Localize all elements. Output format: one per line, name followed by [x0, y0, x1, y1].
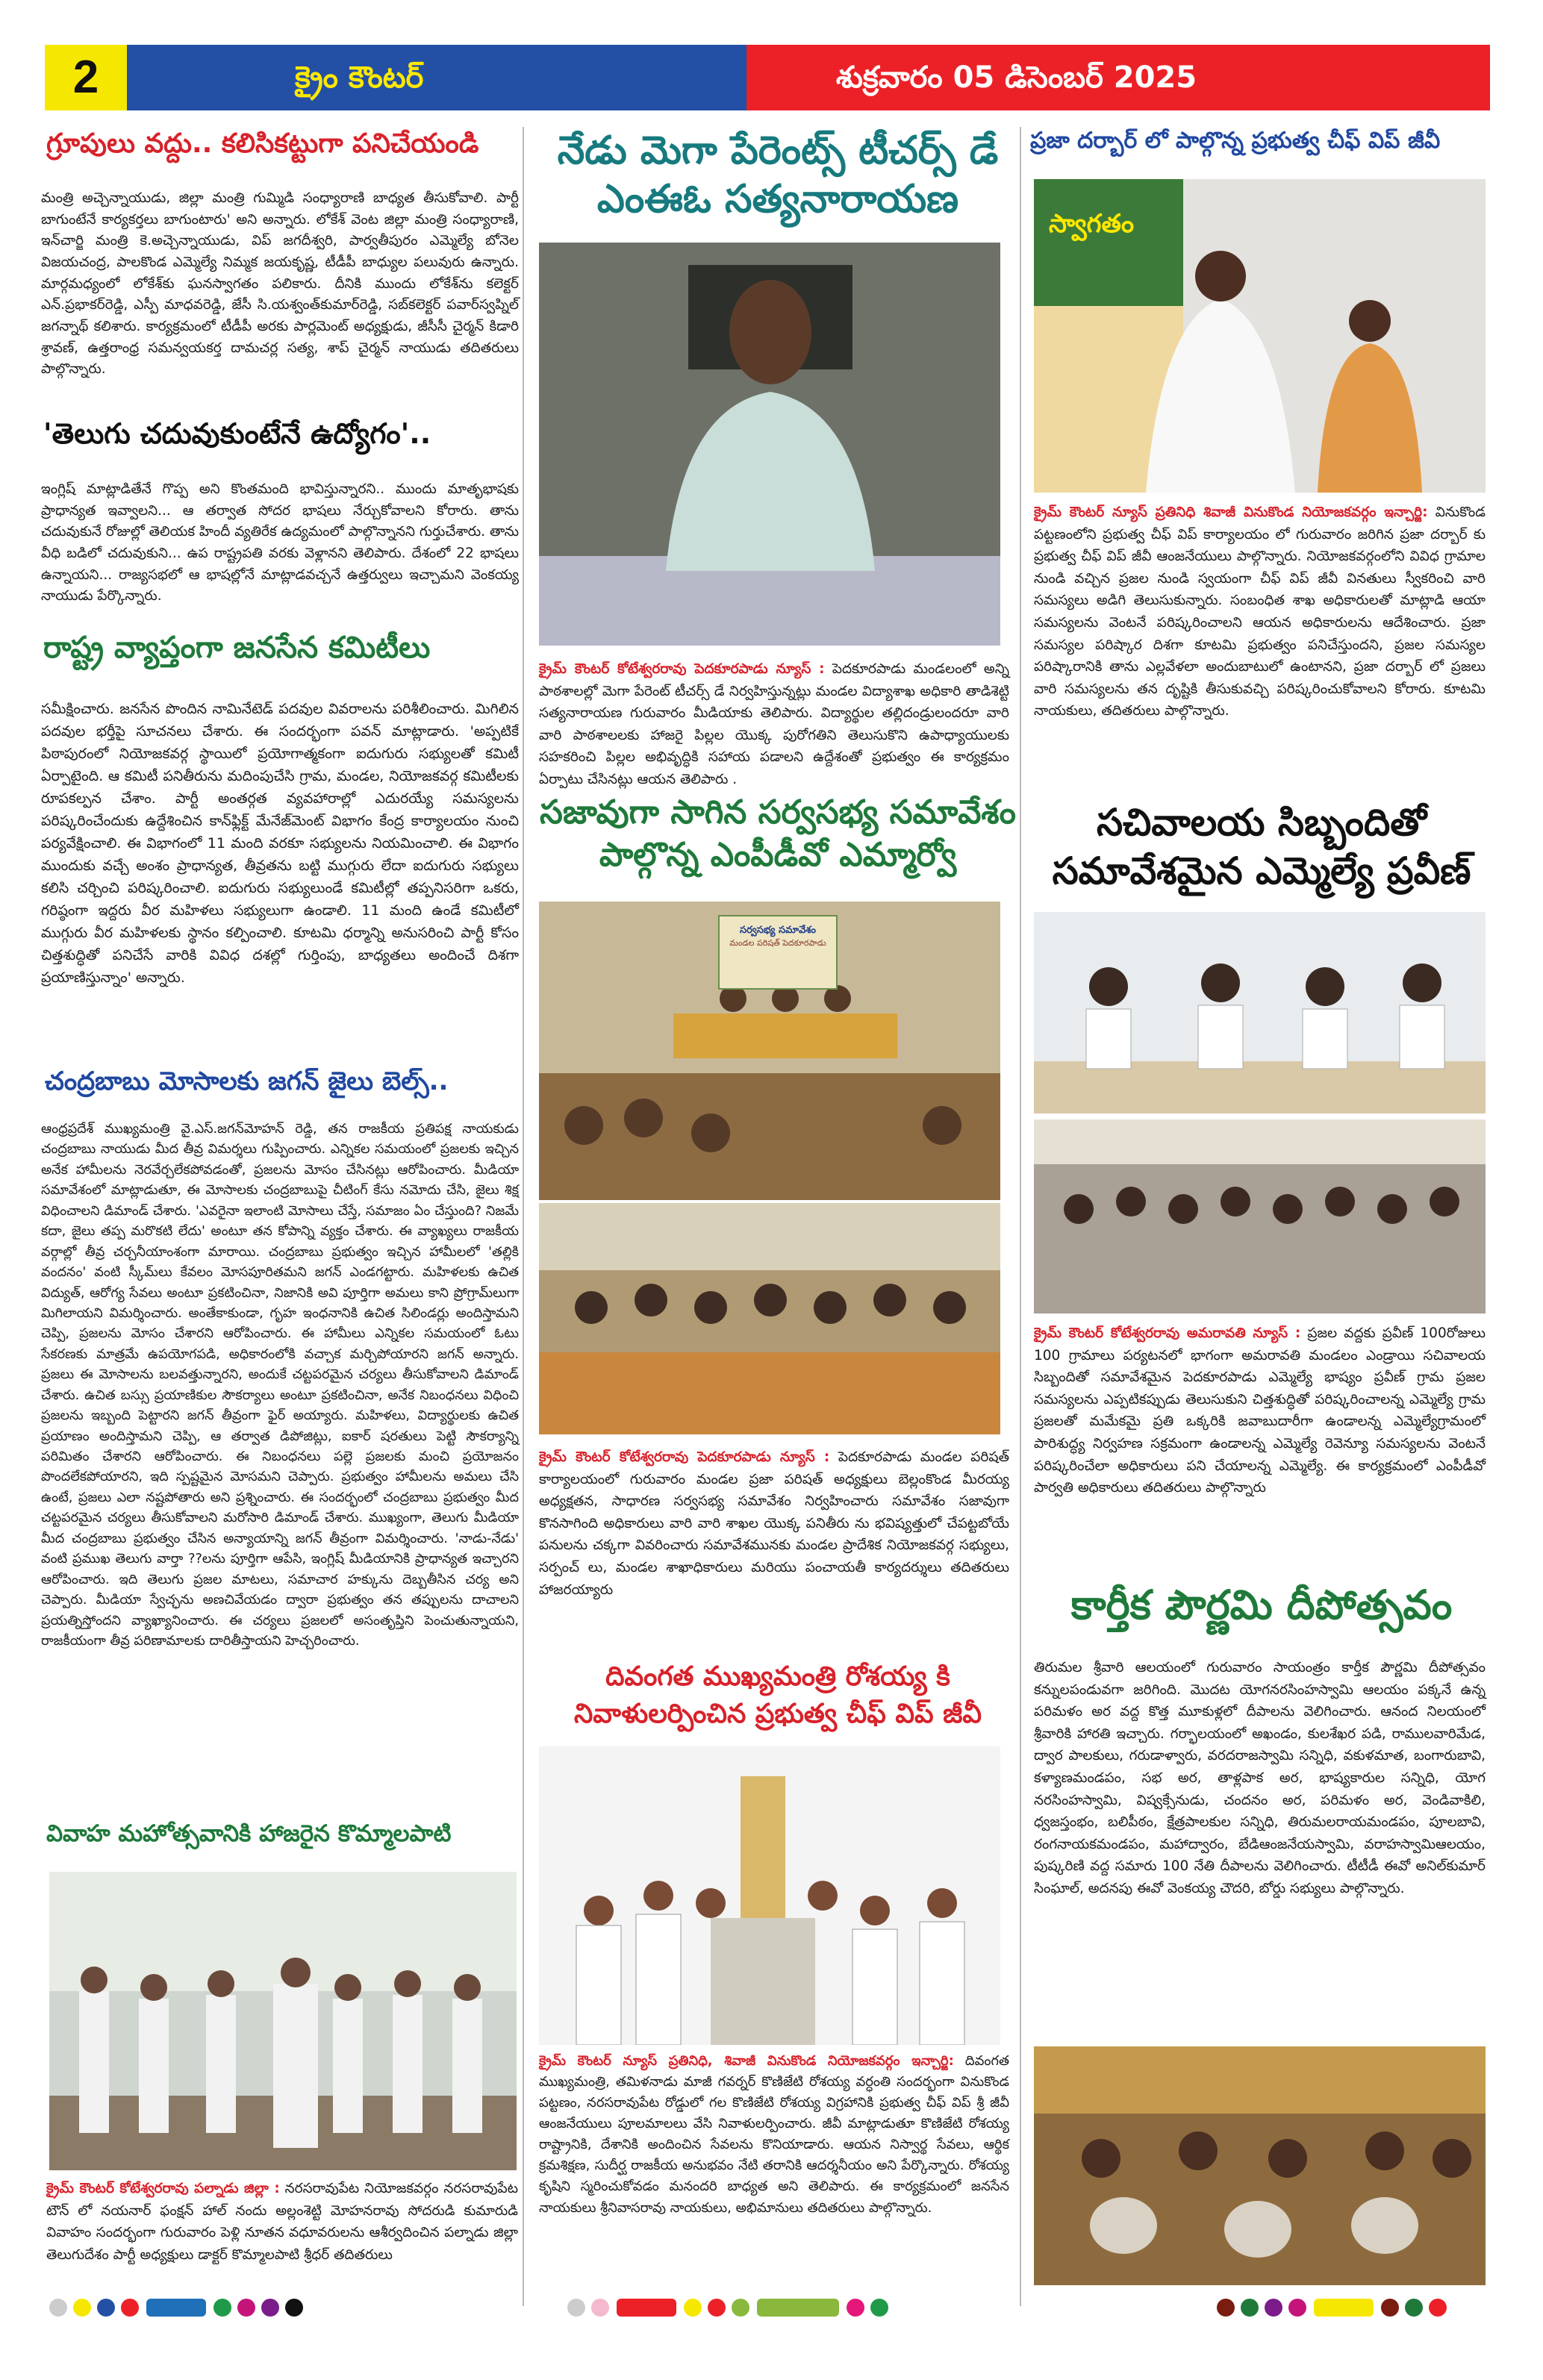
article-body: ఆంధ్రప్రదేశ్ ముఖ్యమంత్రి వై.ఎస్.జగన్‌మోహన్ రెడ్డి, తన రాజకీయ ప్రతిపక్ష నాయకుడు చంద్రబాబు నాయుడు మీద తీవ్ర విమర్శలు గుప్పించారు. ఎన్నికల సమయంలో ప్రజలకు ఇచ్చిన అనేక హామీలను నెరవేర్చలేకపోవడంతో, ప్రజలను మోసం చేసినట్లు ఆరోపించారు. మీడియా సమావేశంలో మాట్లాడుతూ, ఈ మోసాలకు చంద్రబాబుపై చీటింగ్ కేసు నమోదు చేసి, జైలు శిక్ష విధించాలని డిమాండ్ చేశారు. 'ఎవరైనా ఇలాంటి మోసాలు చేస్తే, సమాజం ఏం చేస్తుంది? నిజమే కదా, జైలు తప్ప మరొకటి లేదు' అంటూ తన కోపాన్ని వ్యక్తం చేశారు. ఈ వ్యాఖ్యలు రాజకీయ వర్గాల్లో తీవ్ర చర్చనీయాంశంగా మారాయి. చంద్రబాబు ప్రభుత్వం ఇచ్చిన హామీలలో 'తల్లికి వందనం' వంటి స్కీమ్‌లు కేవలం మోసపూరితమని జగన్ ఎండగట్టారు. మహిళలకు ఉచిత విద్యుత్, ఆరోగ్య సేవలు అంటూ ప్రకటించినా, నిజానికి అవి పూర్తిగా అమలు కాని ప్రోగ్రామ్‌లుగా మిగిలాయని విమర్శించారు. అంతేకాకుండా, గృహ ఇంధనానికి ఉచిత సిలిండర్లు అందిస్తామని చెప్పి, ప్రజలను మోసం చేశారని ఆరోపించారు. ఈ హామీలు ఎన్నికల సమయంలో ఓటు సేకరణకు మాత్రమే ఉపయోగపడి, అధికారంలోకి వచ్చాక మర్చిపోయారని జగన్ అన్నారు. ప్రజలు ఈ మోసాలను బలవత్తున్నారని, అందుకే చట్టపరమైన చర్యలు తీసుకోవాలని డిమాండ్ చేశారు. ఉచిత బస్సు ప్రయాణికుల సౌకర్యాలు అంటూ ప్రకటించినా, అనేక నిబంధనలు విధించి ప్రజలను ఇబ్బంది పెట్టారని జగన్ తీవ్రంగా ఫైర్ అయ్యారు. మహిళలు, విద్యార్థులకు ఉచిత ప్రయాణం అందిస్తామని చెప్పి, ఆ తర్వాత డిపోజిట్లు, ఐకార్‌ షరతులు పెట్టి సౌకర్యాన్ని పరిమితం చేశారని ఆరోపించారు. ఈ నిబంధనలు పల్లె ప్రజలకు మంచి ప్రయోజనం పొందలేకపోయారని, ఇది స్పష్టమైన మోసమని చెప్పారు. ప్రభుత్వం హామీలను అమలు చేసి ఉంటే, ప్రజలు ఎలా నష్టపోతారు అని ప్రశ్నించారు. ఈ సందర్భంలో చంద్రబాబు ప్రభుత్వం మీద చట్టపరమైన చర్యలు తీసుకోవాలని మరోసారి డిమాండ్ చేశారు. ముఖ్యంగా, తెలుగు మీడియా మీద చంద్రబాబు ప్రభుత్వం చేసిన అన్యాయాన్ని జగన్ తీవ్రంగా విమర్శించారు. 'నాడు-నేడు' వంటి ప్రముఖ తెలుగు వార్తా ??లను పూర్తిగా ఆపేసి, ఇంగ్లిష్ మీడియానికి ప్రాధాన్యత ఇచ్చారని ఆరోపించారు. ఇది తెలుగు ప్రజల మాటలు, సమాచార హక్కును దెబ్బతీసిన చర్య అని చెప్పారు. మీడియా స్వేచ్ఛను అణచివేయడం ద్వారా ప్రభుత్వం తన తప్పులను దాచాలని ప్రయత్నిస్తోందని వ్యాఖ్యానించారు. ఈ చర్యలు ప్రజలలో అసంతృప్తిని పెంచుతున్నాయని, రాజకీయంగా తీవ్ర పరిణామాలకు దారితీస్తాయని హెచ్చరించారు. [41, 1122, 519, 1649]
article-headline: కార్తీక పౌర్ణమి దీపోత్సవం [1070, 1581, 1453, 1628]
color-strip [49, 2299, 311, 2320]
article-headline: నేడు మెగా పేరెంట్స్ టీచర్స్ డే ఎంఈఓ సత్యనారాయణ [557, 128, 999, 222]
article-body: క్రైమ్ కౌంటర్ న్యూస్ ప్రతినిధి, శివాజీ వినుకొండ నియోజకవర్గం ఇన్చార్జి: దివంగత ముఖ్యమంత్రి, తమిళనాడు మాజీ గవర్నర్ కొణిజేటి రోశయ్య వర్ధంతి సందర్భంగా వినుకొండ పట్టణం, నరసరావుపేట రోడ్డులో గల కొణిజేటి రోశయ్య విగ్రహానికి ప్రభుత్వ చీఫ్ విప్ శ్రీ జీవీ ఆంజనేయులు పూలమాలలు వేసి నివాళులర్పించారు. జీవీ మాట్లాడుతూ కొణిజేటి రోశయ్య రాష్ట్రానికి, దేశానికి అందించిన సేవలను కొనియాడారు. ఆయన నిస్వార్థ సేవలు, ఆర్థిక క్రమశిక్షణ, సుదీర్ఘ రాజకీయ అనుభవం నేటి తరానికి ఆదర్శనీయం అని పేర్కొన్నారు. రోశయ్య కృషిని స్మరించుకోవడం మనందరి బాధ్యత అని తెలిపారు. ఈ కార్యక్రమంలో జనసేన నాయకులు శ్రీనివాసరావు నాయకులు, అభిమానులు తదితరులు పాల్గొన్నారు. [539, 2053, 1009, 2216]
article-credit: క్రైమ్ కౌంటర్ న్యూస్ ప్రతినిధి శివాజీ వినుకొండ నియోజకవర్గం ఇన్చార్జి: [1034, 505, 1428, 520]
deepotsavam-photo [1034, 2046, 1486, 2285]
rosaiah-tribute-photo [539, 1746, 1000, 2045]
article-body: క్రైమ్ కౌంటర్ కోటేశ్వరరావు అమరావతి న్యూస్ : ప్రజల వద్దకు ప్రవీణ్ 100రోజులు 100 గ్రామాలు పర్యటనలో భాగంగా అమరావతి మండలం ఎండ్రాయి సచివాలయ సిబ్బందితో సమావేశమైన పెదకూరపాడు ఎమ్మెల్యే భాష్యం ప్రవీణ్ గ్రామ ప్రజల సమస్యలను ఎప్పటికప్పుడు తెలుసుకుని చిత్తశుద్ధితో పరిష్కరించాలన్న ఎమ్మెల్యే గ్రామ ప్రజలతో మమేకమై ప్రతి ఒక్కరికి జవాబుదారీగా ఉండాలన్న ఎమ్మెల్యేగ్రామంలో పారిశుద్ధ్య నిర్వహణ సక్రమంగా ఉండాలన్న ఎమ్మెల్యే రెవెన్యూ సమస్యలను వెంటనే పరిష్కరించేలా అధికారులు పని చేయాలన్న ఎమ్మెల్యే. ఈ కార్యక్రమంలో ఎంపీడీవో పార్వతి అధికారులు తదితరులు పాల్గొన్నారు [1034, 1325, 1486, 1496]
article-body: క్రైమ్ కౌంటర్ కోటేశ్వరరావు పెదకూరపాడు న్యూస్ : పెదకూరపాడు మండలంలో అన్ని పాఠశాలల్లో మెగా పేరెంట్ టీచర్స్ డే నిర్వహిస్తున్నట్లు మండల విద్యాశాఖ అధికారి తాడిశెట్టి సత్యనారాయణ గురువారం మీడియాకు తెలిపారు. విద్యార్థుల తల్లిదండ్రులందరూ వారి వారి పాఠశాలలకు హాజరై పిల్లల యొక్క పురోగతిని తెలుసుకొని ఉపాధ్యాయులకు సహకరించి పిల్లల అభివృద్ధికి సహాయ పడాలని ఉద్దేశంతో ప్రభుత్వం ఈ కార్యక్రమం ఏర్పాటు చేసినట్లు ఆయన తెలిపారు . [539, 661, 1009, 787]
praja-darbar-photo [1034, 179, 1486, 493]
audience-photo [1034, 1119, 1486, 1314]
welcome-banner: స్వాగతం [1049, 209, 1135, 239]
article-body: క్రైమ్ కౌంటర్ న్యూస్ ప్రతినిధి శివాజీ వినుకొండ నియోజకవర్గం ఇన్చార్జి: వినుకొండ పట్టణంలోని ప్రభుత్వ చీఫ్ విప్ కార్యాలయం లో గురువారం జరిగిన ప్రజా దర్బార్ కు ప్రభుత్వ చీఫ్ విప్ జీవీ ఆంజనేయులు పాల్గొన్నారు. నియోజకవర్గంలోని వివిధ గ్రామాల నుండి వచ్చిన ప్రజల నుండి స్వయంగా చీఫ్ విప్ జీవీ వినతులు స్వీకరించి వారి సమస్యలు అడిగి తెలుసుకున్నారు. సంబంధిత శాఖ అధికారులతో మాట్లాడి ఆయా సమస్యలను వెంటనే పరిష్కరించాలని ఆయన అధికారులను ఆదేశించారు. ప్రజా సమస్యల పరిష్కార దిశగా కూటమి ప్రభుత్వం పనిచేస్తుందని, ప్రజల సమస్యల పరిష్కారానికి తాను ఎల్లవేళలా అందుబాటులో ఉంటానని, ప్రజా దర్బార్ లో ప్రజలు వారి సమస్యలను తన దృష్టికి తీసుకువచ్చి పరిష్కరించుకోవాలని కోరారు. కూటమి నాయకులు, తదితరులు పాల్గొన్నారు. [1034, 505, 1486, 719]
article-headline: గ్రూపులు వద్దు.. కలిసికట్టుగా పనిచేయండి [46, 128, 479, 159]
wedding-photo [49, 1872, 517, 2170]
article-headline: రాష్ట్ర వ్యాప్తంగా జనసేన కమిటీలు [43, 631, 431, 665]
masthead [45, 45, 1490, 110]
section-name: క్రైం కౌంటర్ [127, 45, 746, 110]
article-body: ఇంగ్లిష్ మాట్లాడితేనే గొప్ప అని కొంతమంది భావిస్తున్నారని.. ముందు మాతృభాషకు ప్రాధాన్యత ఇవ్వాలని... ఆ తర్వాత సోదర భాషలు నేర్చుకోవాలని కోరారు. తాను చదువుకునే రోజుల్లో తెలియక హిందీ వ్యతిరేక ఉద్యమంలో పాల్గొన్నానని గుర్తుచేశారు. తాను వీధి బడిలో చదువుకుని... ఉప రాష్ట్రపతి వరకు వెళ్లానని తెలిపారు. దేశంలో 22 భాషలు ఉన్నాయని... రాజ్యసభలో ఆ భాషల్లోనే మాట్లాడవచ్చనే ఉత్తర్వులు ఇచ్చామని వెంకయ్య నాయుడు పేర్కొన్నారు. [41, 481, 519, 605]
issue-date: శుక్రవారం 05 డిసెంబర్ 2025 [746, 45, 1490, 110]
column-rule [523, 127, 524, 2306]
article-headline: ప్రజా దర్బార్ లో పాల్గొన్న ప్రభుత్వ చీఫ్ విప్ జీవీ [1030, 128, 1441, 154]
article-headline: చంద్రబాబు మోసాలకు జగన్ జైలు బెల్స్.. [45, 1066, 449, 1096]
article-headline: 'తెలుగు చదువుకుంటేనే ఉద్యోగం'.. [43, 417, 431, 450]
article-credit: క్రైమ్ కౌంటర్ కోటేశ్వరరావు పెదకూరపాడు న్యూస్ : [539, 1449, 830, 1465]
article-body: తిరుమల శ్రీవారి ఆలయంలో గురువారం సాయంత్రం కార్తీక పౌర్ణమి దీపోత్సవం కన్నులపండువగా జరిగింది. మొదట యోగనరసింహస్వామి ఆలయం పక్కనే ఉన్న పరిమళం అర వద్ద కొత్త మూకుళ్లలో దీపాలను వెలిగించారు. ఆనంద నిలయంలో శ్రీవారికి హారతి ఇచ్చారు. గర్భాలయంలో అఖండం, కులశేఖర పడి, రాములవారిమేడ, ద్వార పాలకులు, గరుడాళ్వారు, వరదరాజస్వామి సన్నిధి, వకుళమాత, బంగారుబావి, కళ్యాణమండపం, సభ అర, తాళ్లపాక అర, భాష్యకారుల సన్నిధి, యోగ నరసింహస్వామి, విష్వక్సేనుడు, చందనం అర, పరిమళం అర, వెండివాకిలి, ధ్వజస్తంభం, బలిపీఠం, క్షేత్రపాలకుల సన్నిధి, తిరుమలరాయమండపం, పూలబావి, రంగనాయకమండపం, మహాద్వారం, బేడిఆంజనేయస్వామి, వరాహస్వామిఆలయం, పుష్కరిణి వద్ద సమారు 100 నేతి దీపాలను వెలిగించారు. టీటీడీ ఈవో అనిల్‌కుమార్ సింఘాల్, అదనపు ఈవో వెంకయ్య చౌదరి, బోర్డు సభ్యులు పాల్గొన్నారు. [1034, 1660, 1486, 1896]
meeting-stage-photo [539, 902, 1000, 1200]
article-headline: వివాహ మహోత్సవానికి హాజరైన కొమ్మాలపాటి [46, 1820, 452, 1847]
page-number: 2 [45, 45, 127, 110]
article-body: క్రైమ్ కౌంటర్ కోటేశ్వరరావు పెదకూరపాడు న్యూస్ : పెదకూరపాడు మండల పరిషత్ కార్యాలయంలో గురువారం మండల ప్రజా పరిషత్ అధ్యక్షులు బెల్లంకొండ మీరయ్య అధ్యక్షతన, సాధారణ సర్వసభ్య సమావేశం నిర్వహించారు సమావేశం సజావుగా కొనసాగింది అధికారులు వారి వారి శాఖల యొక్క పనితీరు ను భవిష్యత్తులో చేపట్టబోయే పనులను చక్కగా వివరించారు సమావేశమునకు మండల ప్రాదేశిక నియోజకవర్గ సభ్యులు, సర్పంచ్ లు, మండల శాఖాధికారులు మరియు పంచాయతీ కార్యదర్శులు తదితరులు హాజరయ్యారు [539, 1449, 1009, 1598]
meeting-banner: సర్వసభ్య సమావేశం మండల పరిషత్ పెదకూరపాడు [718, 915, 838, 990]
color-strip [567, 2299, 970, 2320]
article-credit: క్రైమ్ కౌంటర్ కోటేశ్వరరావు పల్నాడు జిల్లా : [46, 2181, 280, 2196]
article-headline: సజావుగా సాగిన సర్వసభ్య సమావేశం పాల్గొన్న ఎంపీడీవో ఎమ్మార్వో [540, 793, 1016, 875]
article-body: మంత్రి అచ్చెన్నాయుడు, జిల్లా మంత్రి గుమ్మిడి సంధ్యారాణి బాధ్యత తీసుకోవాలి. పార్టీ బాగుంటేనే కార్యకర్తలు బాగుంటారు' అని అన్నారు. లోకేశ్ వెంట జిల్లా మంత్రి సంధ్యారాణి, ఇన్‌చార్జి మంత్రి కె.అచ్చెన్నాయుడు, విప్ జగదీశ్వరి, పార్వతీపురం ఎమ్మెల్యే బోనెల విజయచంద్ర, పాలకొండ ఎమ్మెల్యే నిమ్మక జయకృష్ణ, టీడీపీ బాధ్యుల పలువురు ఉన్నారు. మార్గమధ్యంలో లోకేశ్‌కు ఘనస్వాగతం పలికారు. దీనికి ముందు లోకేశ్‌ను కలెక్టర్ ఎన్.ప్రభాకర్‌రెడ్డి, ఎస్పీ మాధవరెడ్డి, జేసీ సి.యశ్వంత్‌కుమార్‌రెడ్డి, సబ్‌కలెక్టర్ పవార్‌స్వప్నిల్ జగన్నాథ్ కలిశారు. కార్యక్రమంలో టీడీపీ అరకు పార్లమెంట్ అధ్యక్షుడు, జీసీసీ చైర్మన్ కిడారి శ్రావణ్, ఉత్తరాంధ్ర సమన్వయకర్త దామచర్ల సత్య, శాప్ చైర్మన్ నాయుడు తదితరులు పాల్గొన్నారు. [41, 190, 519, 378]
article-headline: దివంగత ముఖ్యమంత్రి రోశయ్య కి నివాళులర్పించిన ప్రభుత్వ చీఫ్ విప్ జీవీ [573, 1661, 982, 1729]
article-credit: క్రైమ్ కౌంటర్ కోటేశ్వరరావు పెదకూరపాడు న్యూస్ : [539, 661, 825, 677]
article-credit: క్రైమ్ కౌంటర్ కోటేశ్వరరావు అమరావతి న్యూస్ : [1034, 1325, 1301, 1341]
article-body: సమీక్షించారు. జనసేన పొందిన నామినేటెడ్ పదవుల వివరాలను పరిశీలించారు. మిగిలిన పదవుల భర్తీపై సూచనలు చేశారు. ఈ సందర్భంగా పవన్ మాట్లాడారు. 'అప్పటికే పిఠాపురంలో నియోజకవర్గ స్థాయిలో ప్రయోగాత్మకంగా ఐదుగురు సభ్యులతో కమిటీ ఏర్పాటైంది. ఆ కమిటీ పనితీరును మదింపుచేసి గ్రామ, మండల, నియోజకవర్గ కమిటీలకు రూపకల్పన చేశాం. పార్టీ అంతర్గత వ్యవహారాల్లో ఎదురయ్యే సమస్యలను పరిష్కరించేందుకు ఉద్దేశించిన కాన్‌ఫ్లిక్ట్ మేనేజ్‌మెంట్ విభాగం కేంద్ర కార్యాలయం నుంచి పర్యవేక్షించాలి. ఈ విభాగంలో 11 మంది వరకూ సభ్యులను నియమించాలి. ఈ విభాగం ముందుకు వచ్చే అంశం ప్రాధాన్యత, తీవ్రతను బట్టి ముగ్గురు లేదా ఐదుగురు సభ్యులు కలిసి చర్చించి పరిష్కరించాలి. ఐదుగురు సభ్యులుండే కమిటీల్లో తప్పనిసరిగా ఒకరు, గరిష్ఠంగా ఇద్దరు వీర మహిళలు సభ్యులుగా ఉండాలి. 11 మంది ఉండే కమిటీలో ముగ్గురు వీర మహిళలకు స్థానం కల్పించాలి. కూటమి ధర్మాన్ని అనుసరించి పార్టీ కోసం చిత్తశుద్ధితో పనిచేసే వారికి వివిధ దశల్లో గుర్తింపు, బాధ్యతలు అందించే దిశగా ప్రయాణిస్తున్నాం' అన్నారు. [41, 701, 519, 987]
color-strip [1217, 2299, 1486, 2320]
column-rule [1020, 127, 1021, 2306]
article-credit: క్రైమ్ కౌంటర్ న్యూస్ ప్రతినిధి, శివాజీ వినుకొండ నియోజకవర్గం ఇన్చార్జి: [539, 2053, 954, 2069]
mla-meeting-photo [1034, 912, 1486, 1114]
meeting-audience-photo [539, 1203, 1000, 1434]
article-body: క్రైమ్ కౌంటర్ కోటేశ్వరరావు పల్నాడు జిల్లా : నరసరావుపేట నియోజకవర్గం నరసరావుపేట టౌన్ లో నయనార్ ఫంక్షన్ హాల్ నందు అల్లంశెట్టి మోహనరావు సోదరుడి కుమారుడి వివాహం సందర్భంగా గురువారం పెళ్లి నూతన వధూవరులను ఆశీర్వదించిన పల్నాడు జిల్లా తెలుగుదేశం పార్టీ అధ్యక్షులు డాక్టర్ కొమ్మాలపాటి శ్రీధర్ తదితరులు [46, 2181, 518, 2263]
article-headline: సచివాలయ సిబ్బందితో సమావేశమైన ఎమ్మెల్యే ప్రవీణ్ [1052, 801, 1471, 893]
meo-portrait-photo [539, 243, 1000, 646]
